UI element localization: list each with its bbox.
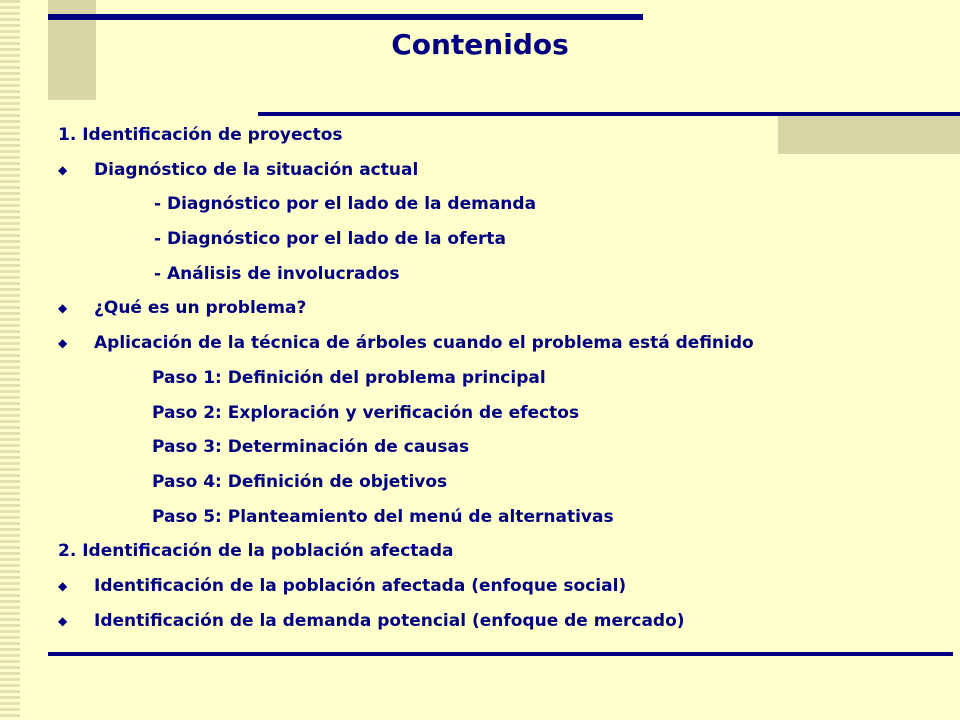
contents-line-text: Diagnóstico de la situación actual [94, 159, 419, 180]
contents-line-heading [58, 534, 948, 569]
content-bottom-rule [48, 652, 953, 656]
diamond-bullet-icon: ◆ [58, 162, 68, 177]
contents-line-text: 1. Identificación de proyectos [58, 125, 343, 145]
contents-line-text: ¿Qué es un problema? [94, 298, 307, 319]
left-stripe-decoration [0, 0, 20, 720]
contents-line-text: - Diagnóstico por el lado de la demanda [154, 194, 537, 215]
contents-line-dash [58, 187, 948, 222]
contents-line-dash [58, 222, 948, 257]
contents-line-step [58, 465, 948, 500]
contents-line-step [58, 430, 948, 465]
contents-line-text: Paso 2: Exploración y verificación de efectos [152, 402, 580, 423]
title-bottom-rule [258, 112, 960, 116]
contents-line-text: Identificación de la población afectada (enfoque social) [94, 575, 627, 596]
title-top-rule [48, 14, 643, 20]
contents-line-text: Paso 5: Planteamiento del menú de alternativas [152, 506, 614, 527]
contents-line-dash [58, 257, 948, 292]
contents-line-bullet [58, 569, 948, 604]
contents-line-bullet [58, 291, 948, 326]
contents-line-text: Aplicación de la técnica de árboles cuando el problema está definido [94, 333, 754, 354]
contents-line-text: Paso 1: Definición del problema principal [152, 367, 546, 388]
contents-line-text: Paso 4: Definición de objetivos [152, 471, 448, 492]
contents-line-bullet [58, 604, 948, 639]
contents-line-text: Paso 3: Determinación de causas [152, 437, 470, 458]
contents-line-text: - Análisis de involucrados [154, 263, 400, 284]
diamond-bullet-icon: ◆ [58, 613, 68, 628]
contents-line-text: Identificación de la demanda potencial (enfoque de mercado) [94, 610, 685, 631]
contents-line-text: 2. Identificación de la población afectada [58, 541, 454, 562]
contents-line-bullet [58, 153, 948, 188]
contents-line-bullet [58, 326, 948, 361]
contents-line-step [58, 396, 948, 431]
diamond-bullet-icon: ◆ [58, 301, 68, 316]
contents-line-step [58, 361, 948, 396]
contents-list [58, 118, 948, 638]
diamond-bullet-icon: ◆ [58, 336, 68, 351]
slide-title: Contenidos [391, 28, 569, 61]
contents-line-heading [58, 118, 948, 153]
contents-line-text: - Diagnóstico por el lado de la oferta [154, 229, 506, 250]
diamond-bullet-icon: ◆ [58, 578, 68, 593]
contents-line-step [58, 500, 948, 535]
